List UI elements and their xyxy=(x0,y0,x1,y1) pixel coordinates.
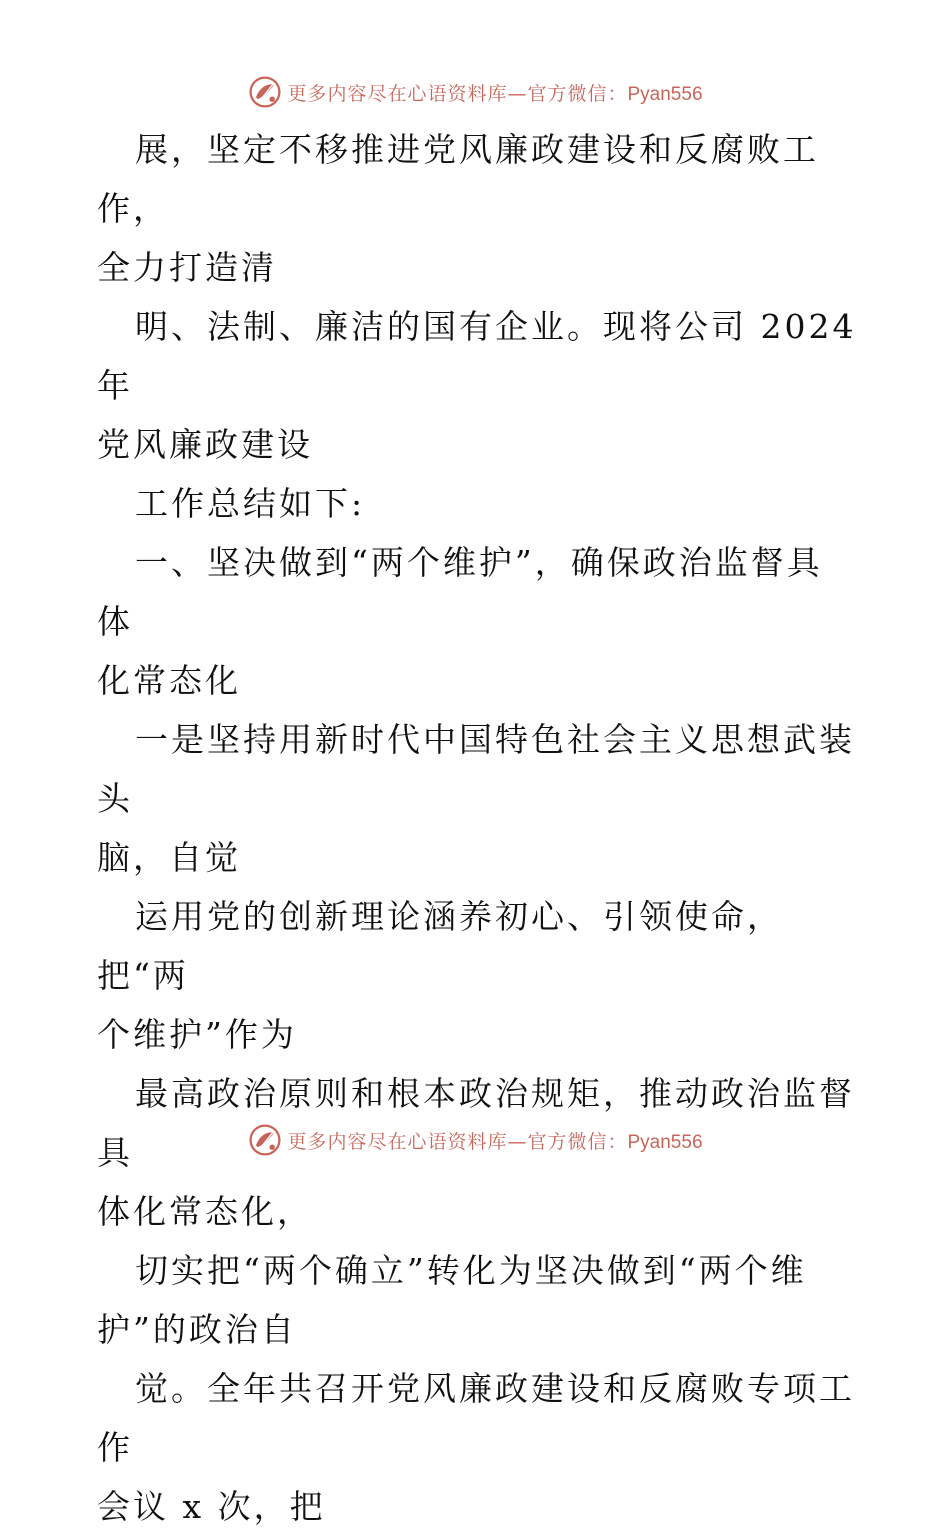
watermark-handle: Pyan556 xyxy=(627,83,703,105)
line-first: 运用党的创新理论涵养初心、引领使命，把“两 xyxy=(97,897,783,995)
line-continuation: 党风廉政建设 xyxy=(97,425,313,464)
line-continuation: 化常态化 xyxy=(97,661,241,700)
paragraph-line xyxy=(97,1241,857,1359)
line-first: 觉。全年共召开党风廉政建设和反腐败专项工作 xyxy=(97,1369,855,1467)
watermark-handle: Pyan556 xyxy=(627,1131,703,1153)
line-first: 一、坚决做到“两个维护”，确保政治监督具体 xyxy=(97,543,823,641)
line-continuation: 会议 x 次，把 xyxy=(97,1487,326,1526)
paragraph-line xyxy=(97,474,857,533)
line-continuation: 护”的政治自 xyxy=(97,1310,297,1349)
line-first: 最高政治原则和根本政治规矩，推动政治监督具 xyxy=(97,1074,855,1172)
line-continuation: 全力打造清 xyxy=(97,248,277,287)
line-first: 明、法制、廉洁的国有企业。现将公司 2024 年 xyxy=(97,307,857,405)
watermark-logo-icon xyxy=(247,74,283,110)
line-continuation: 脑，自觉 xyxy=(97,838,241,877)
section-heading xyxy=(97,533,857,710)
line-continuation: 个维护”作为 xyxy=(97,1015,297,1054)
header-watermark xyxy=(0,72,950,112)
paragraph-line xyxy=(97,120,857,297)
line-first: 工作总结如下: xyxy=(135,484,366,523)
document-body xyxy=(97,120,857,1536)
paragraph-line xyxy=(97,1359,857,1536)
line-first: 展，坚定不移推进党风廉政建设和反腐败工作， xyxy=(97,130,819,228)
paragraph-line xyxy=(97,887,857,1064)
watermark-text: 更多内容尽在心语资料库—官方微信：Pyan556 xyxy=(287,82,703,105)
line-first: 切实把“两个确立”转化为坚决做到“两个维 xyxy=(135,1251,807,1290)
line-continuation: 体化常态化， xyxy=(97,1192,313,1231)
paragraph-line xyxy=(97,710,857,887)
watermark-text: 更多内容尽在心语资料库—官方微信：Pyan556 xyxy=(287,1130,703,1153)
line-first: 一是坚持用新时代中国特色社会主义思想武装头 xyxy=(97,720,855,818)
watermark-logo-icon xyxy=(247,1122,283,1158)
paragraph-line xyxy=(97,297,857,474)
footer-watermark xyxy=(0,1120,950,1160)
